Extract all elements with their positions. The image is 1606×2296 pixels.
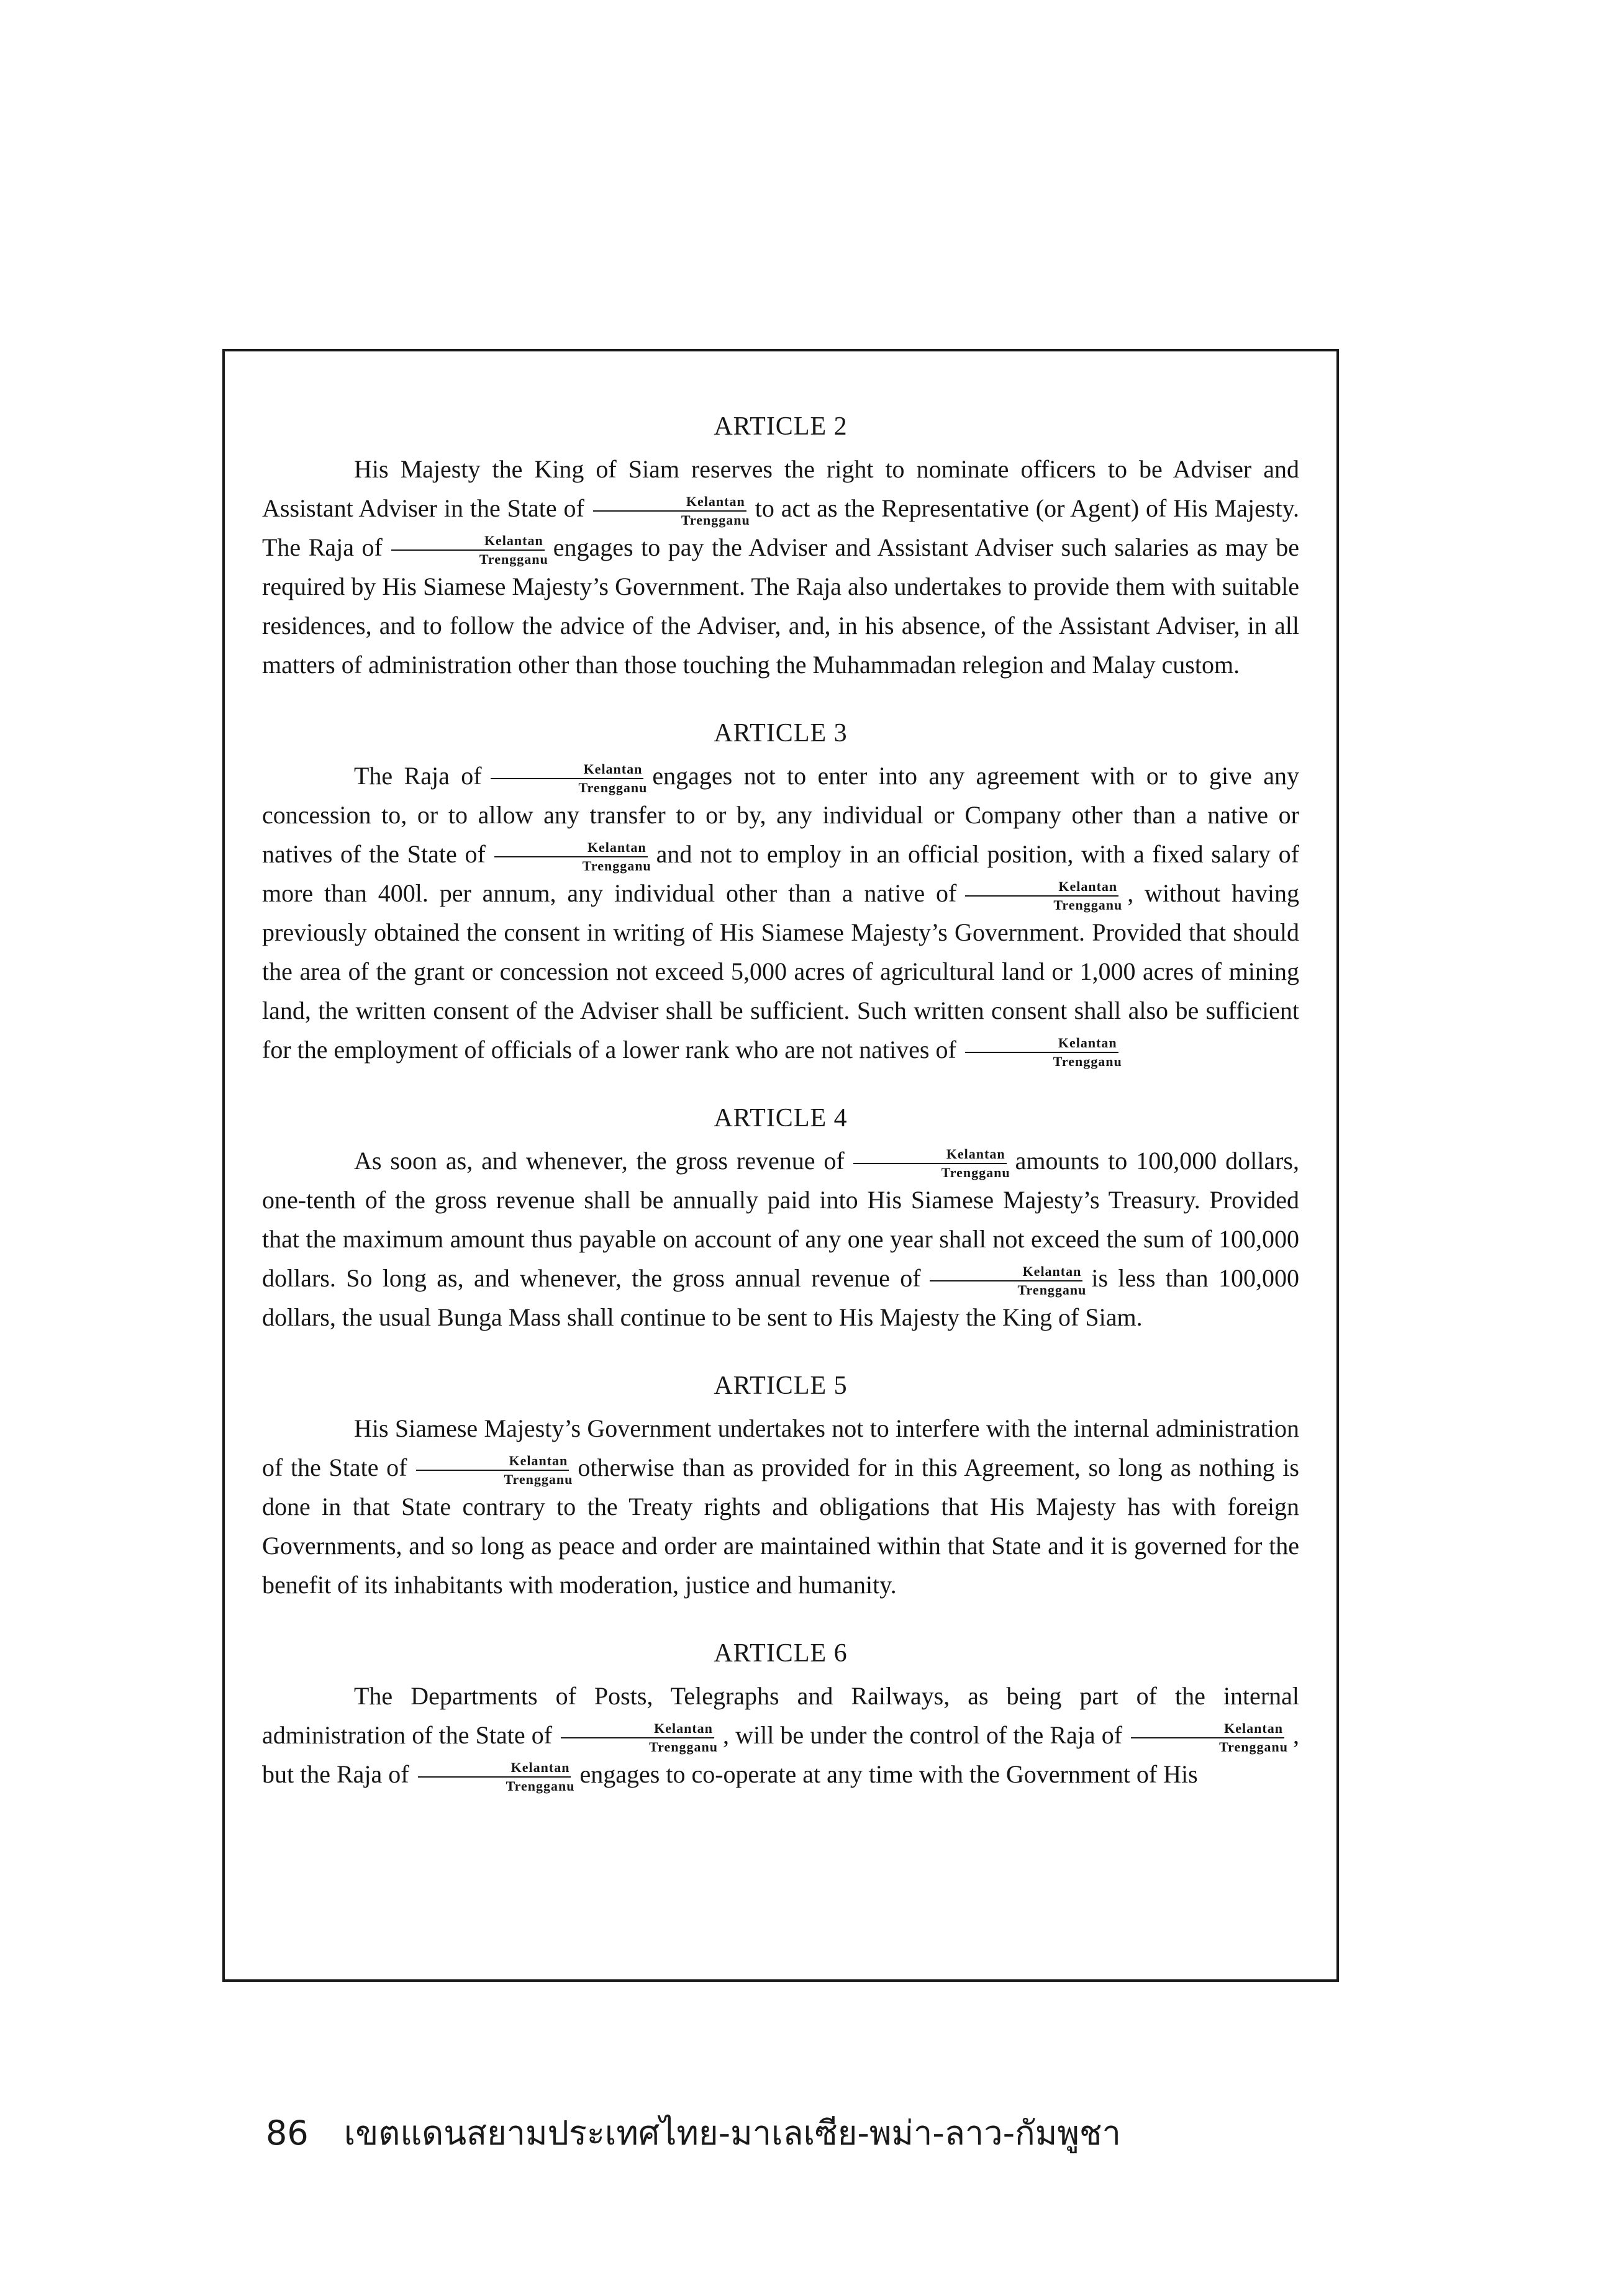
document-body [262, 414, 1299, 1830]
book-title: เขตแดนสยามประเทศไทย-มาเลเซีย-พม่า-ลาว-กัมพูชา [343, 2113, 1121, 2153]
text-segment: is less than 100,000 dollars, the usual Bunga Mass shall continue to be sent to His Majesty the King of Siam. [262, 1264, 1300, 1331]
state-name-fraction [960, 1036, 1123, 1069]
fraction-bottom: Trengganu [649, 1738, 718, 1755]
state-name-fraction [386, 534, 550, 566]
article-heading: ARTICLE 3 [714, 719, 848, 748]
text-segment: engages not to enter into any agreement with or to give any concession to, or to allow any transfer to or by, any individual or Company other than a native or natives of the State of [262, 762, 1299, 868]
article-paragraph [262, 1409, 1299, 1604]
state-name-fraction [411, 1454, 574, 1486]
fraction-top: Kelantan [1131, 1722, 1284, 1738]
text-segment: The Raja of [354, 762, 482, 790]
fraction-top: Kelantan [418, 1761, 571, 1778]
text-segment: , without having previously obtained the consent in writing of His Siamese Majesty’s Government. Provided that should the area of the grant or concession not exceed 5,000 acres of agricultural land or 1,000 acres of mining land, the written consent of the Adviser shall be sufficient. Such written consent shall also be sufficient for the employment of officials of a lower rank who are not natives of [262, 879, 1300, 1064]
text-segment: , but the Raja of [262, 1721, 1299, 1788]
fraction-top: Kelantan [494, 841, 648, 857]
article-section [262, 1105, 1299, 1337]
state-name-fraction [1126, 1722, 1289, 1754]
article-heading: ARTICLE 6 [714, 1639, 848, 1668]
article-heading: ARTICLE 2 [714, 412, 848, 441]
text-segment: The Departments of Posts, Telegraphs and Railways, as being part of the internal administration of the State of [262, 1682, 1299, 1749]
fraction-bottom: Trengganu [1219, 1738, 1288, 1755]
fraction-top: Kelantan [593, 495, 746, 512]
fraction-bottom: Trengganu [504, 1471, 573, 1487]
state-name-fraction [486, 762, 649, 795]
fraction-bottom: Trengganu [506, 1778, 575, 1794]
text-segment: to act as the Representative (or Agent) of His Majesty. The Raja of [262, 494, 1299, 561]
fraction-bottom: Trengganu [578, 779, 648, 795]
fraction-bottom: Trengganu [582, 857, 651, 874]
state-name-fraction [960, 880, 1123, 912]
text-segment: His Siamese Majesty’s Government undertakes not to interfere with the internal administration of the State of [262, 1414, 1299, 1481]
text-segment: otherwise than as provided for in this Agreement, so long as nothing is done in that State contrary to the Treaty rights and obligations that His Majesty has with foreign Governments, and so long as peace and order are maintained within that State and it is governed for the benefit of its inhabitants with moderation, justice and humanity. [262, 1453, 1299, 1599]
article-section [262, 1373, 1299, 1604]
text-segment: As soon as, and whenever, the gross revenue of [354, 1147, 845, 1175]
state-name-fraction [556, 1722, 719, 1754]
fraction-top: Kelantan [853, 1147, 1007, 1164]
article-section [262, 720, 1299, 1069]
state-name-fraction [413, 1761, 576, 1793]
state-name-fraction [489, 841, 653, 873]
article-heading: ARTICLE 4 [714, 1104, 848, 1132]
page-number: 86 [266, 2113, 309, 2153]
fraction-top: Kelantan [491, 762, 644, 779]
page-footer [266, 2106, 1121, 2159]
state-name-fraction [588, 495, 751, 527]
article-section [262, 1640, 1299, 1794]
fraction-bottom: Trengganu [941, 1164, 1010, 1180]
state-name-fraction [925, 1265, 1088, 1297]
article-paragraph [262, 450, 1299, 684]
text-segment: amounts to 100,000 dollars, one-tenth of the gross revenue shall be annually paid into His Siamese Majesty’s Treasury. Provided that the maximum amount thus payable on account of any one year shall not exceed the sum of 100,000 dollars. So long as, and whenever, the gross annual revenue of [262, 1147, 1300, 1292]
state-name-fraction [848, 1147, 1012, 1180]
article-paragraph [262, 1141, 1299, 1337]
fraction-top: Kelantan [561, 1722, 714, 1738]
text-segment: His Majesty the King of Siam reserves the right to nominate officers to be Adviser and Assistant Adviser in the State of [262, 455, 1299, 522]
fraction-top: Kelantan [930, 1265, 1083, 1281]
fraction-bottom: Trengganu [479, 551, 548, 567]
article-heading: ARTICLE 5 [714, 1372, 848, 1400]
text-segment: engages to pay the Adviser and Assistant Adviser such salaries as may be required by His Siamese Majesty’s Government. The Raja also undertakes to provide them with suitable residences, and to follow the advice of the Adviser, and, in his absence, of the Assistant Adviser, in all matters of administration other than those touching the Muhammadan relegion and Malay custom. [262, 533, 1299, 679]
text-segment: engages to co-operate at any time with the Government of His [579, 1760, 1198, 1788]
fraction-bottom: Trengganu [1017, 1281, 1087, 1298]
fraction-top: Kelantan [965, 880, 1118, 897]
text-segment: and not to employ in an official position, with a fixed salary of more than 400l. per annum, any individual other than a native of [262, 840, 1299, 907]
fraction-bottom: Trengganu [1053, 897, 1123, 913]
fraction-top: Kelantan [416, 1454, 569, 1471]
article-paragraph [262, 756, 1299, 1069]
fraction-bottom: Trengganu [681, 512, 750, 528]
fraction-top: Kelantan [965, 1036, 1118, 1053]
document-frame [222, 349, 1339, 1982]
article-section [262, 414, 1299, 684]
article-paragraph [262, 1676, 1299, 1794]
fraction-top: Kelantan [391, 534, 545, 551]
text-segment: , will be under the control of the Raja of [722, 1721, 1123, 1749]
fraction-bottom: Trengganu [1053, 1053, 1122, 1069]
